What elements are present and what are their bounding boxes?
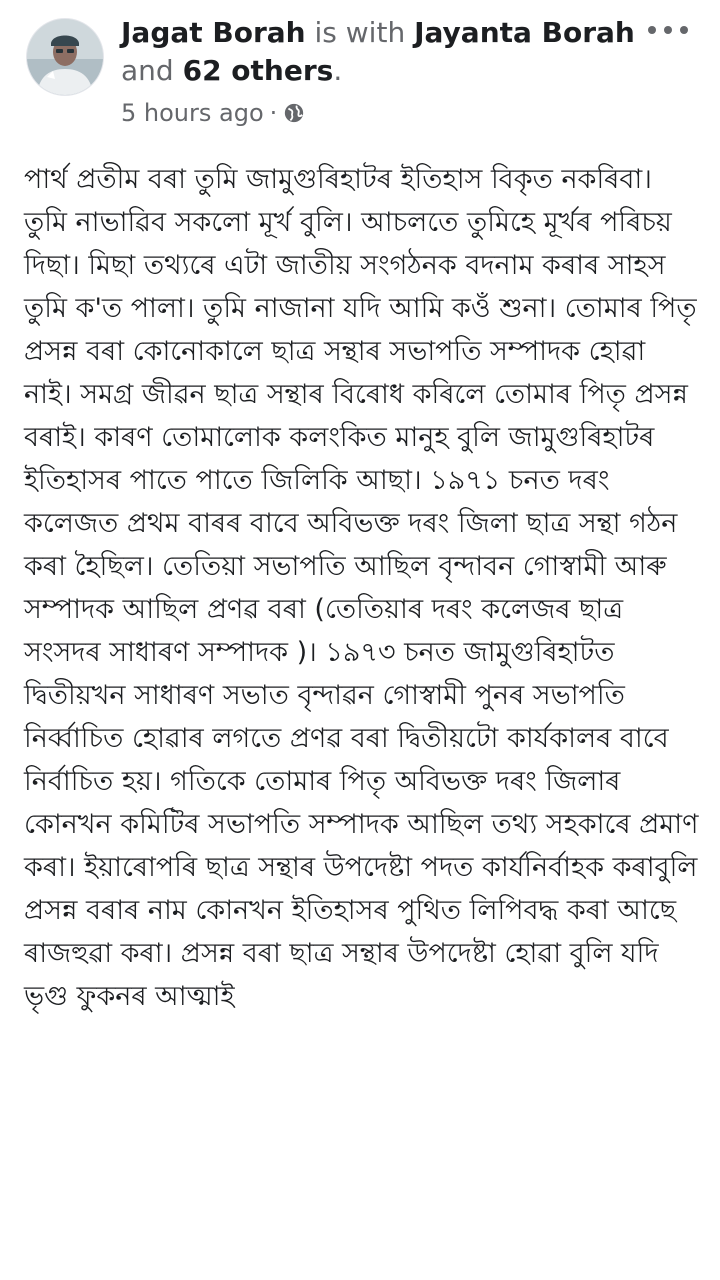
more-dot [664, 26, 672, 34]
avatar-image [27, 19, 103, 95]
author-avatar[interactable] [26, 18, 104, 96]
meta-separator: · [269, 99, 278, 127]
post-paragraph-1: পাৰ্থ প্ৰতীম বৰা তুমি জামুগুৰিহাটৰ ইতিহাস বিকৃত নকৰিবা। [24, 164, 652, 195]
post-meta [121, 97, 305, 129]
post-paragraph-2: তুমি নাভাৱিব সকলো মূৰ্খ বুলি। আচলতে তুমিহে মূৰ্খৰ পৰিচয় দিছা। মিছা তথ্যৰে এটা জাতীয় সংগঠনক বদনাম কৰাৰ সাহস তুমি ক'ত পালা। তুমি নাজানা যদি আমি কওঁ শুনা। তোমাৰ পিতৃ প্ৰসন্ন বৰা কোনোকালে ছাত্ৰ সন্থাৰ সভাপতি সম্পাদক হোৱা নাই। সমগ্ৰ জীৱন ছাত্ৰ সন্থাৰ বিৰোধ কৰিলে তোমাৰ পিতৃ প্ৰসন্ন বৰাই। কাৰণ তোমালোক কলংকিত মানুহ বুলি জামুগুৰিহাটৰ ইতিহাসৰ পাতে পাতে জিলিকি আছা। ১৯৭১ চনত দৰং কলেজত প্ৰথম বাৰৰ বাবে অবিভক্ত দৰং জিলা ছাত্ৰ সন্থা গঠন কৰা হৈছিল। তেতিয়া সভাপতি আছিল বৃন্দাবন গোস্বামী আৰু সম্পাদক আছিল প্ৰণৱ বৰা (তেতিয়াৰ দৰং কলেজৰ ছাত্ৰ সংসদৰ সাধাৰণ সম্পাদক )। ১৯৭৩ চনত জামুগুৰিহাটত দ্বিতীয়খন সাধাৰণ সভাত বৃন্দাৱন গোস্বামী পুনৰ সভাপতি নিৰ্ব্বাচিত হোৱাৰ লগতে প্ৰণৱ বৰা দ্বিতীয়টো কাৰ্যকালৰ বাবে নিৰ্বাচিত হয়। গতিকে তোমাৰ পিতৃ অবিভক্ত দৰং জিলাৰ কোনখন কমিটিৰ সভাপতি সম্পাদক আছিল তথ্য সহকাৰে প্ৰমাণ কৰা। ইয়াৰোপৰি ছাত্ৰ সন্থাৰ উপদেষ্টা পদত কাৰ্যনিৰ্বাহক কৰাবুলি প্ৰসন্ন বৰাৰ নাম কোনখন ইতিহাসৰ পুথিত লিপিবদ্ধ কৰা আছে ৰাজহুৱা কৰা। প্ৰসন্ন বৰা ছাত্ৰ সন্থাৰ উপদেষ্টা হোৱা বুলি যদি ভৃগু ফুকনৰ আত্মাই [24, 207, 699, 1012]
others-link[interactable]: 62 others [182, 54, 334, 87]
period-text: . [333, 54, 343, 87]
and-text: and [121, 54, 174, 87]
more-dot [648, 26, 656, 34]
more-horizontal-icon[interactable] [648, 20, 688, 40]
tagged-person-link[interactable]: Jayanta Borah [414, 16, 635, 49]
with-text: is with [314, 16, 406, 49]
globe-icon[interactable] [283, 102, 305, 124]
author-name-link[interactable]: Jagat Borah [121, 16, 306, 49]
author-line [121, 14, 641, 90]
post-body [24, 158, 700, 1018]
timestamp-link[interactable]: 5 hours ago [121, 99, 264, 127]
more-dot [680, 26, 688, 34]
post-header [0, 0, 720, 140]
